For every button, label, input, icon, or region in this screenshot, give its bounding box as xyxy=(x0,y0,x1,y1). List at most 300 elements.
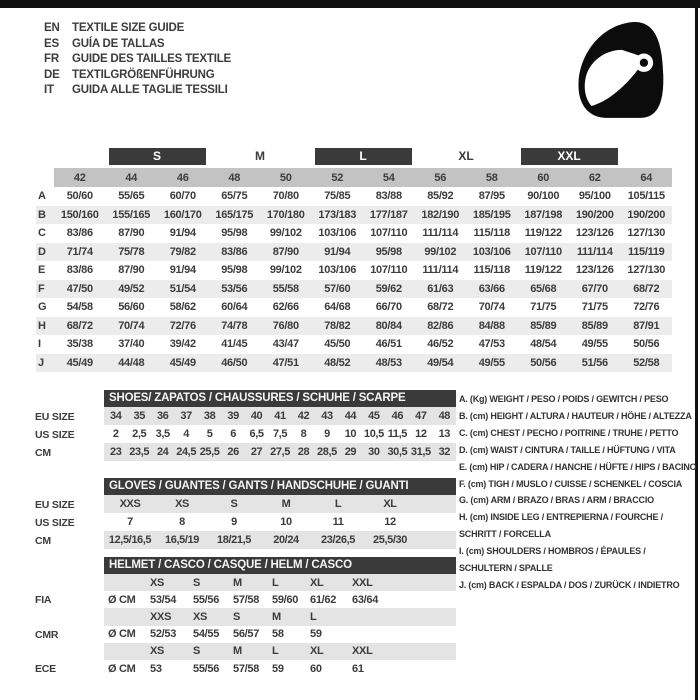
measure-row xyxy=(36,206,672,225)
value-cell: 58 xyxy=(272,628,284,641)
value-cell: 83/86 xyxy=(66,227,93,240)
value-cell: 115/119 xyxy=(621,243,673,262)
language-row-de xyxy=(44,68,231,84)
value-cell: 62/66 xyxy=(272,301,299,314)
value-cell: 48/53 xyxy=(363,354,415,373)
value-cell: 46/50 xyxy=(209,354,261,373)
value-cell: 103/106 xyxy=(466,243,518,262)
value-cell: 7 xyxy=(127,516,133,528)
value-cell: 50/56 xyxy=(518,354,570,373)
language-title: GUÍA DE TALLAS xyxy=(72,37,165,50)
value-cell: 107/110 xyxy=(370,227,408,240)
size-header-cell: M xyxy=(233,645,242,658)
value-cell: 55/56 xyxy=(193,662,220,675)
value-cell: 18/21,5 xyxy=(217,534,251,546)
value-cell: 52/53 xyxy=(150,628,177,641)
size-header-cell: L xyxy=(272,576,279,589)
size-group-cell xyxy=(106,147,209,168)
helmet-sizes-row xyxy=(104,574,456,591)
value-cell: 91/94 xyxy=(312,243,364,262)
value-cell: 23,5 xyxy=(129,446,150,458)
value-cell: 75/85 xyxy=(324,190,351,203)
size-header-cell: L xyxy=(310,610,317,623)
value-cell: 87/90 xyxy=(118,264,145,277)
value-cell: 65/68 xyxy=(518,280,570,299)
helmet-ece-label: ECE xyxy=(35,663,56,675)
spacer-cell xyxy=(54,147,106,168)
size-header-cell: XS xyxy=(150,645,165,658)
legend-item: J. (cm) BACK / ESPALDA / DOS / ZURÜCK / INDIETRO xyxy=(459,579,680,590)
value-cell: 99/102 xyxy=(269,227,302,240)
size-header-cell: S xyxy=(193,576,201,589)
column-header-cell: 50 xyxy=(260,168,312,187)
value-cell: 61 xyxy=(352,662,364,675)
language-title-list xyxy=(44,21,231,99)
language-code: DE xyxy=(44,68,60,81)
value-cell: 57/58 xyxy=(233,662,260,675)
size-columns-row xyxy=(36,168,672,187)
value-cell: 28,5 xyxy=(317,446,337,458)
helmet-fia-label: FIA xyxy=(35,594,52,606)
value-cell: 8 xyxy=(179,516,185,528)
legend-item: H. (cm) INSIDE LEG / ENTREPIERNA / FOURCHE / SCHRITT / FORCELLA xyxy=(459,512,663,540)
measure-row xyxy=(36,317,672,336)
value-cell: 59 xyxy=(310,628,322,641)
value-cell: 115/118 xyxy=(473,264,510,277)
value-cell: 10,5 xyxy=(363,428,384,440)
legend-item: E. (cm) HIP / CADERA / HANCHE / HÜFTE / HIPS / BACINO xyxy=(459,461,697,472)
column-header-cell: 62 xyxy=(569,168,621,187)
language-title: TEXTILGRÖßENFÜHRUNG xyxy=(72,68,215,81)
gloves-rows xyxy=(104,495,456,549)
row-letter: G xyxy=(38,301,47,314)
value-cell: 56/57 xyxy=(233,628,260,641)
size-header-cell: XL xyxy=(310,645,324,658)
value-cell: 63/64 xyxy=(352,593,379,606)
value-cell: 59/62 xyxy=(363,280,415,299)
value-cell: 12,5/16,5 xyxy=(108,534,152,546)
value-cell: 79/82 xyxy=(157,243,209,262)
value-cell: 29 xyxy=(344,446,357,458)
size-group-cell xyxy=(312,147,415,168)
value-cell: 58/62 xyxy=(169,301,196,314)
size-group-cell xyxy=(209,147,312,168)
value-cell: 47/50 xyxy=(54,280,106,299)
helmet-cmr-label: CMR xyxy=(35,629,59,641)
measure-row xyxy=(36,261,672,280)
value-cell: 53/56 xyxy=(209,280,261,299)
value-cell: 68/72 xyxy=(621,280,673,299)
gloves-row xyxy=(104,531,456,549)
value-cell: 75/78 xyxy=(106,243,158,262)
value-cell: 25,5/30 xyxy=(373,534,407,546)
value-cell: 20/24 xyxy=(273,534,299,546)
value-cell: S xyxy=(230,498,238,510)
value-cell: 74/78 xyxy=(209,317,261,336)
measure-row xyxy=(36,243,672,262)
value-cell: 37 xyxy=(180,410,192,422)
column-header-cell: 58 xyxy=(466,168,518,187)
value-cell: 40 xyxy=(250,410,263,422)
value-cell: 95/98 xyxy=(221,264,248,277)
value-cell: 82/86 xyxy=(415,317,467,336)
value-cell: 57/60 xyxy=(312,280,364,299)
measure-row xyxy=(36,298,672,317)
value-cell: 9 xyxy=(324,428,330,440)
measure-row xyxy=(36,187,672,206)
shoes-cm-label: CM xyxy=(35,447,51,459)
value-cell: 71/74 xyxy=(54,243,106,262)
value-cell: M xyxy=(281,498,291,510)
value-cell: 83/88 xyxy=(375,190,402,203)
column-header-cell: 60 xyxy=(518,168,570,187)
value-cell: 87/90 xyxy=(260,243,312,262)
garment-table-body xyxy=(36,187,672,372)
corner-cell xyxy=(36,147,54,168)
helmet-values-row xyxy=(104,626,456,643)
value-cell: XL xyxy=(383,498,397,510)
column-header-cell: 42 xyxy=(54,168,106,187)
shoes-row xyxy=(104,443,456,461)
value-cell: 2 xyxy=(112,428,119,440)
value-cell: 103/106 xyxy=(318,227,357,240)
value-cell: 7,5 xyxy=(272,428,288,440)
value-cell: 87/91 xyxy=(621,317,673,336)
value-cell: 78/82 xyxy=(312,317,364,336)
row-letter: C xyxy=(38,227,46,240)
value-cell: 72/76 xyxy=(157,317,209,336)
value-cell: 26 xyxy=(227,446,239,458)
value-cell: 55/65 xyxy=(118,190,145,203)
measure-row xyxy=(36,354,672,373)
value-cell: 45/50 xyxy=(324,338,351,351)
value-cell: 127/130 xyxy=(627,264,666,277)
value-cell: 150/160 xyxy=(54,206,106,225)
value-cell: 44 xyxy=(344,410,357,422)
shoes-section xyxy=(104,390,456,461)
size-group-label: M xyxy=(255,149,265,163)
value-cell: 107/110 xyxy=(518,243,570,262)
value-cell: 64/68 xyxy=(324,301,351,314)
value-cell: 170/180 xyxy=(260,206,312,225)
shoes-row xyxy=(104,425,456,443)
value-cell: 160/170 xyxy=(157,206,209,225)
value-cell: 37/40 xyxy=(118,338,145,351)
value-cell: 84/88 xyxy=(466,317,518,336)
value-cell: 11,5 xyxy=(387,428,407,440)
legend-item: G. (cm) ARM / BRAZO / BRAS / ARM / BRACCIO xyxy=(459,495,654,506)
value-cell: 123/126 xyxy=(575,264,614,277)
value-cell: 87/90 xyxy=(118,227,145,240)
row-letter: D xyxy=(36,243,54,262)
diameter-unit-cell: Ø CM xyxy=(108,628,136,641)
gloves-title: GLOVES / GUANTES / GANTS / HANDSCHUHE / GUANTI xyxy=(104,478,456,495)
row-letter: I xyxy=(38,338,41,351)
language-row-es xyxy=(44,37,231,53)
value-cell: 99/102 xyxy=(415,243,467,262)
gloves-row xyxy=(104,513,456,531)
size-header-cell: XXS xyxy=(150,610,172,623)
value-cell: 41/45 xyxy=(221,338,248,351)
value-cell: 49/55 xyxy=(581,338,608,351)
value-cell: 91/94 xyxy=(169,264,196,277)
value-cell: 85/92 xyxy=(427,190,454,203)
value-cell: 76/80 xyxy=(260,317,312,336)
value-cell: 23 xyxy=(110,446,122,458)
size-header-cell: XXL xyxy=(352,645,373,658)
row-letter: F xyxy=(36,280,54,299)
value-cell: 72/76 xyxy=(633,301,660,314)
value-cell: 51/56 xyxy=(569,354,621,373)
right-frame-border xyxy=(695,0,698,700)
gloves-cm-label: CM xyxy=(35,535,51,547)
value-cell: 177/187 xyxy=(363,206,415,225)
shoes-title: SHOES/ ZAPATOS / CHAUSSURES / SCHUHE / SCARPE xyxy=(104,390,456,407)
measurement-legend xyxy=(459,391,699,594)
value-cell: 71/75 xyxy=(581,301,608,314)
value-cell: 13 xyxy=(438,428,451,440)
size-header-cell: XL xyxy=(310,576,324,589)
value-cell: XXS xyxy=(119,498,141,510)
value-cell: 63/66 xyxy=(466,280,518,299)
value-cell: 6,5 xyxy=(249,428,264,440)
value-cell: 115/118 xyxy=(473,227,510,240)
value-cell: 119/122 xyxy=(524,227,562,240)
value-cell: 71/75 xyxy=(530,301,557,314)
value-cell: 53/54 xyxy=(150,593,177,606)
value-cell: 35 xyxy=(133,410,145,422)
value-cell: 190/200 xyxy=(621,206,673,225)
value-cell: L xyxy=(334,498,342,510)
value-cell: 173/183 xyxy=(312,206,364,225)
value-cell: 60/70 xyxy=(169,190,196,203)
size-header-cell: XS xyxy=(193,610,208,623)
value-cell: 35/38 xyxy=(66,338,93,351)
value-cell: 70/74 xyxy=(106,317,158,336)
value-cell: 111/114 xyxy=(422,264,459,277)
shoes-rows xyxy=(104,407,456,461)
value-cell: 27,5 xyxy=(270,446,290,458)
value-cell: 53 xyxy=(150,662,162,675)
value-cell: 39/42 xyxy=(169,338,196,351)
size-header-cell: L xyxy=(272,645,279,658)
value-cell: 31,5 xyxy=(410,446,431,458)
value-cell: 187/198 xyxy=(518,206,570,225)
language-code: ES xyxy=(44,37,59,50)
value-cell: 50/56 xyxy=(633,338,660,351)
value-cell: 85/89 xyxy=(569,317,621,336)
value-cell: 54/58 xyxy=(66,301,93,314)
value-cell: 95/100 xyxy=(578,190,611,203)
value-cell: 48/54 xyxy=(530,338,557,351)
value-cell: 10 xyxy=(344,428,357,440)
helmet-sizes-row xyxy=(104,608,456,625)
value-cell: 8 xyxy=(300,428,307,440)
value-cell: 165/175 xyxy=(209,206,261,225)
value-cell: 80/84 xyxy=(363,317,415,336)
value-cell: 27 xyxy=(250,446,263,458)
value-cell: 41 xyxy=(274,410,286,422)
language-row-en xyxy=(44,21,231,37)
helmet-values-row xyxy=(104,660,456,677)
language-row-it xyxy=(44,83,231,99)
value-cell: 111/114 xyxy=(422,227,459,240)
value-cell: 43 xyxy=(321,410,333,422)
value-cell: 65/75 xyxy=(221,190,248,203)
value-cell: 38 xyxy=(203,410,216,422)
row-letter: B xyxy=(36,206,54,225)
spacer-cell xyxy=(621,147,673,168)
value-cell: 57/58 xyxy=(233,593,260,606)
row-letter: J xyxy=(36,354,54,373)
value-cell: 107/110 xyxy=(370,264,408,277)
value-cell: 51/54 xyxy=(157,280,209,299)
value-cell: 2,5 xyxy=(132,428,147,440)
value-cell: 56/60 xyxy=(118,301,145,314)
value-cell: 70/80 xyxy=(272,190,299,203)
value-cell: 70/74 xyxy=(478,301,505,314)
helmet-values-row xyxy=(104,591,456,608)
shoes-us-size-label: US SIZE xyxy=(35,429,75,441)
value-cell: 95/98 xyxy=(221,227,248,240)
language-code: IT xyxy=(44,84,54,96)
value-cell: 155/165 xyxy=(106,206,158,225)
value-cell: 190/200 xyxy=(569,206,621,225)
value-cell: 54/55 xyxy=(193,628,220,641)
value-cell: 23/26,5 xyxy=(321,534,355,546)
value-cell: 99/102 xyxy=(269,264,302,277)
size-group-bar: XXL xyxy=(521,148,618,165)
value-cell: 39 xyxy=(227,410,239,422)
value-cell: 46/52 xyxy=(427,338,454,351)
top-frame-border xyxy=(0,0,700,8)
size-group-bar: S xyxy=(109,148,206,165)
value-cell: 24,5 xyxy=(176,446,197,458)
value-cell: 49/55 xyxy=(466,354,518,373)
value-cell: 60 xyxy=(310,662,322,675)
size-groups-row xyxy=(36,147,672,168)
value-cell: 90/100 xyxy=(527,190,560,203)
garment-size-table xyxy=(36,147,672,372)
value-cell: 42 xyxy=(297,410,310,422)
value-cell: 32 xyxy=(438,446,451,458)
diameter-unit-cell: Ø CM xyxy=(108,593,136,606)
size-header-cell: S xyxy=(193,645,201,658)
value-cell: XS xyxy=(175,498,189,510)
value-cell: 5 xyxy=(206,428,213,440)
value-cell: 46 xyxy=(391,410,404,422)
value-cell: 30 xyxy=(368,446,380,458)
helmet-rows xyxy=(104,574,456,677)
value-cell: 12 xyxy=(384,516,396,528)
value-cell: 4 xyxy=(183,428,189,440)
measure-row xyxy=(36,224,672,243)
helmet-sizes-row xyxy=(104,643,456,660)
size-header-cell: M xyxy=(233,576,242,589)
shoes-eu-size-label: EU SIZE xyxy=(35,411,75,423)
value-cell: 182/190 xyxy=(415,206,467,225)
column-header-cell: 56 xyxy=(415,168,467,187)
column-header-cell: 46 xyxy=(157,168,209,187)
row-letter: E xyxy=(38,264,46,277)
value-cell: 85/89 xyxy=(518,317,570,336)
legend-item: C. (cm) CHEST / PECHO / POITRINE / TRUHE / PETTO xyxy=(459,427,679,438)
helmet-section xyxy=(104,557,456,677)
value-cell: 25,5 xyxy=(199,446,220,458)
gloves-row xyxy=(104,495,456,513)
size-header-cell: XS xyxy=(150,576,165,589)
row-letter: A xyxy=(38,190,46,203)
language-code: FR xyxy=(44,53,59,65)
corner-cell xyxy=(36,168,54,187)
racing-helmet-icon xyxy=(574,18,666,124)
value-cell: 49/52 xyxy=(106,280,158,299)
value-cell: 48 xyxy=(438,410,451,422)
value-cell: 9 xyxy=(231,516,237,528)
value-cell: 28 xyxy=(297,446,310,458)
value-cell: 12 xyxy=(415,428,427,440)
diameter-unit-cell: Ø CM xyxy=(108,662,136,675)
value-cell: 83/86 xyxy=(66,264,93,277)
value-cell: 60/64 xyxy=(221,301,248,314)
legend-item: A. (Kg) WEIGHT / PESO / POIDS / GEWITCH / PESO xyxy=(459,394,669,404)
value-cell: 45 xyxy=(368,410,380,422)
value-cell: 45/49 xyxy=(157,354,209,373)
value-cell: 55/58 xyxy=(260,280,312,299)
value-cell: 50/60 xyxy=(66,190,93,203)
column-header-cell: 44 xyxy=(106,168,158,187)
value-cell: 119/122 xyxy=(524,264,562,277)
shoes-row xyxy=(104,407,456,425)
value-cell: 11 xyxy=(332,516,344,528)
size-header-cell: S xyxy=(233,610,241,623)
language-title: TEXTILE SIZE GUIDE xyxy=(72,22,185,34)
measure-row xyxy=(36,335,672,354)
value-cell: 123/126 xyxy=(575,227,614,240)
column-header-cell: 64 xyxy=(621,168,673,187)
value-cell: 44/48 xyxy=(106,354,158,373)
language-row-fr xyxy=(44,52,231,68)
value-cell: 67/70 xyxy=(569,280,621,299)
value-cell: 10 xyxy=(280,516,292,528)
value-cell: 49/54 xyxy=(415,354,467,373)
legend-item: B. (cm) HEIGHT / ALTURA / HAUTEUR / HÖHE / ALTEZZA xyxy=(459,410,692,421)
value-cell: 59/60 xyxy=(272,593,299,606)
value-cell: 111/114 xyxy=(569,243,621,262)
value-cell: 105/115 xyxy=(627,190,665,203)
value-cell: 3,5 xyxy=(155,428,170,440)
size-group-label: XL xyxy=(458,149,474,163)
value-cell: 68/72 xyxy=(427,301,454,314)
row-letter: H xyxy=(36,317,54,336)
gloves-eu-size-label: EU SIZE xyxy=(35,499,75,511)
value-cell: 30,5 xyxy=(387,446,408,458)
legend-item: D. (cm) WAIST / CINTURA / TAILLE / HÜFTUNG / VITA xyxy=(459,444,676,455)
size-group-bar: L xyxy=(315,148,412,165)
value-cell: 34 xyxy=(110,410,122,422)
value-cell: 6 xyxy=(230,428,236,440)
value-cell: 83/86 xyxy=(209,243,261,262)
value-cell: 87/95 xyxy=(478,190,505,203)
value-cell: 103/106 xyxy=(318,264,357,277)
value-cell: 46/51 xyxy=(375,338,402,351)
value-cell: 68/72 xyxy=(54,317,106,336)
gloves-section xyxy=(104,478,456,549)
size-header-cell: M xyxy=(272,610,281,623)
value-cell: 59 xyxy=(272,662,284,675)
value-cell: 47 xyxy=(415,410,427,422)
value-cell: 66/70 xyxy=(375,301,402,314)
